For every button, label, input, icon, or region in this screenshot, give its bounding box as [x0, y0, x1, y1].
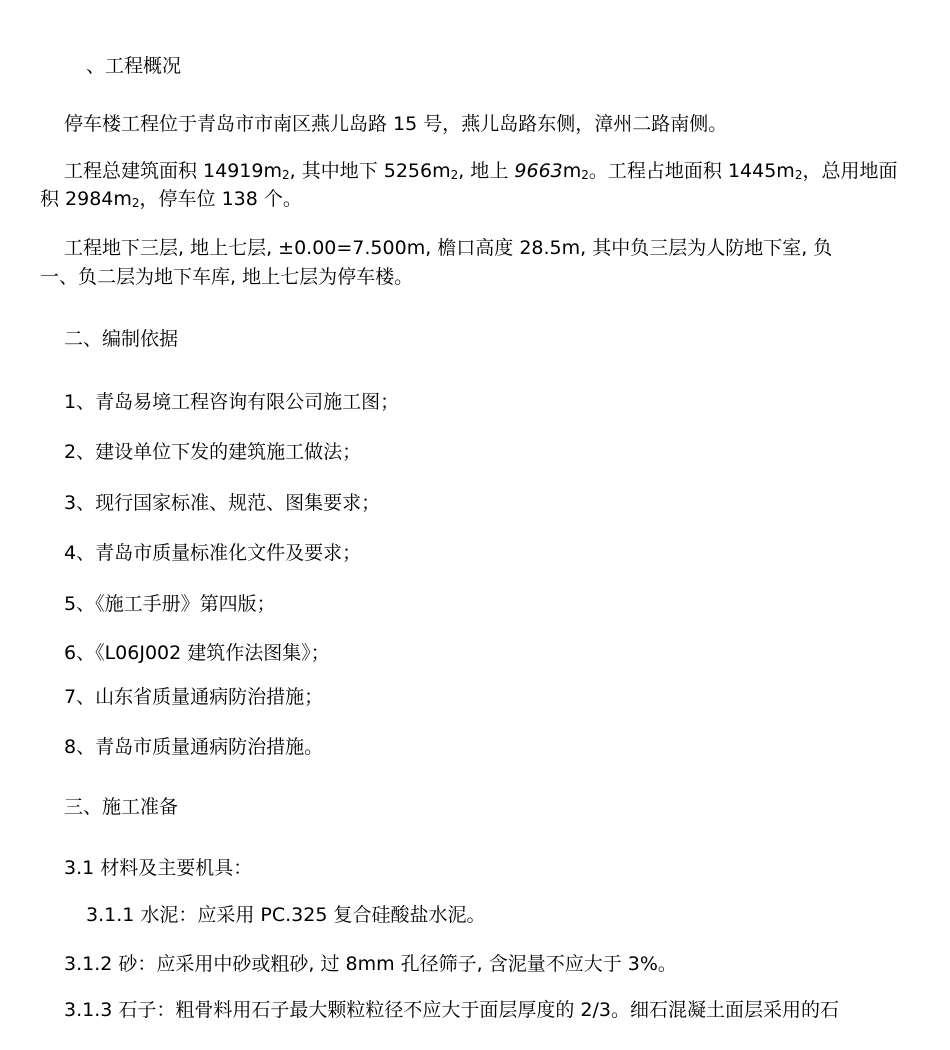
- text-run: m: [562, 160, 582, 182]
- text-run: , 其中地下 5256m: [289, 160, 451, 182]
- list-item: 3、现行国家标准、规范、图集要求；: [64, 492, 381, 514]
- material-stone: 3.1.3 石子：粗骨料用石子最大颗粒粒径不应大于面层厚度的 2/3。细石混凝土面层采用的石: [64, 999, 840, 1021]
- text-run: 。工程占地面积 1445m: [588, 160, 795, 182]
- list-item: 2、建设单位下发的建筑施工做法；: [64, 441, 362, 463]
- text-run: 工程总建筑面积 14919m: [64, 160, 282, 182]
- list-item: 7、山东省质量通病防治措施；: [64, 686, 324, 708]
- subscript: 2: [282, 168, 290, 182]
- paragraph-area-line1: [64, 162, 897, 181]
- list-item: 6、《L06J002 建筑作法图集》；: [64, 642, 330, 664]
- italic-number: 9663: [514, 160, 563, 182]
- list-item: 4、青岛市质量标准化文件及要求；: [64, 542, 362, 564]
- subscript: 2: [131, 196, 140, 210]
- subscript: 2: [450, 168, 459, 182]
- list-item: 1、青岛易境工程咨询有限公司施工图；: [64, 391, 400, 413]
- paragraph-area-line2: [40, 190, 302, 209]
- section-heading-basis: 二、编制依据: [64, 328, 179, 350]
- text-run: 积 2984m: [40, 188, 132, 210]
- material-cement: 3.1.1 水泥：应采用 PC.325 复合硅酸盐水泥。: [86, 904, 486, 926]
- list-item: 5、《施工手册》第四版；: [64, 593, 276, 615]
- paragraph-floors-line2: 一、负二层为地下车库, 地上七层为停车楼。: [40, 266, 414, 288]
- list-item: 8、青岛市质量通病防治措施。: [64, 736, 324, 758]
- paragraph-floors-line1: 工程地下三层, 地上七层, ±0.00=7.500m, 檐口高度 28.5m, 其中负三层为人防地下室, 负: [64, 237, 833, 259]
- text-run: ，总用地面: [802, 160, 898, 182]
- section-heading-preparation: 三、施工准备: [64, 796, 179, 818]
- material-sand: 3.1.2 砂：应采用中砂或粗砂, 过 8mm 孔径筛子, 含泥量不应大于 3%。: [64, 953, 677, 975]
- subscript: 2: [794, 168, 803, 182]
- paragraph-location: 停车楼工程位于青岛市市南区燕儿岛路 15 号，燕儿岛路东侧，漳州二路南侧。: [64, 113, 728, 135]
- subsection-heading-materials: 3.1 材料及主要机具：: [64, 857, 253, 879]
- subscript: 2: [581, 168, 589, 182]
- text-run: ，停车位 138 个。: [139, 188, 302, 210]
- section-heading-overview: 、工程概况: [86, 55, 182, 77]
- text-run: , 地上: [458, 160, 515, 182]
